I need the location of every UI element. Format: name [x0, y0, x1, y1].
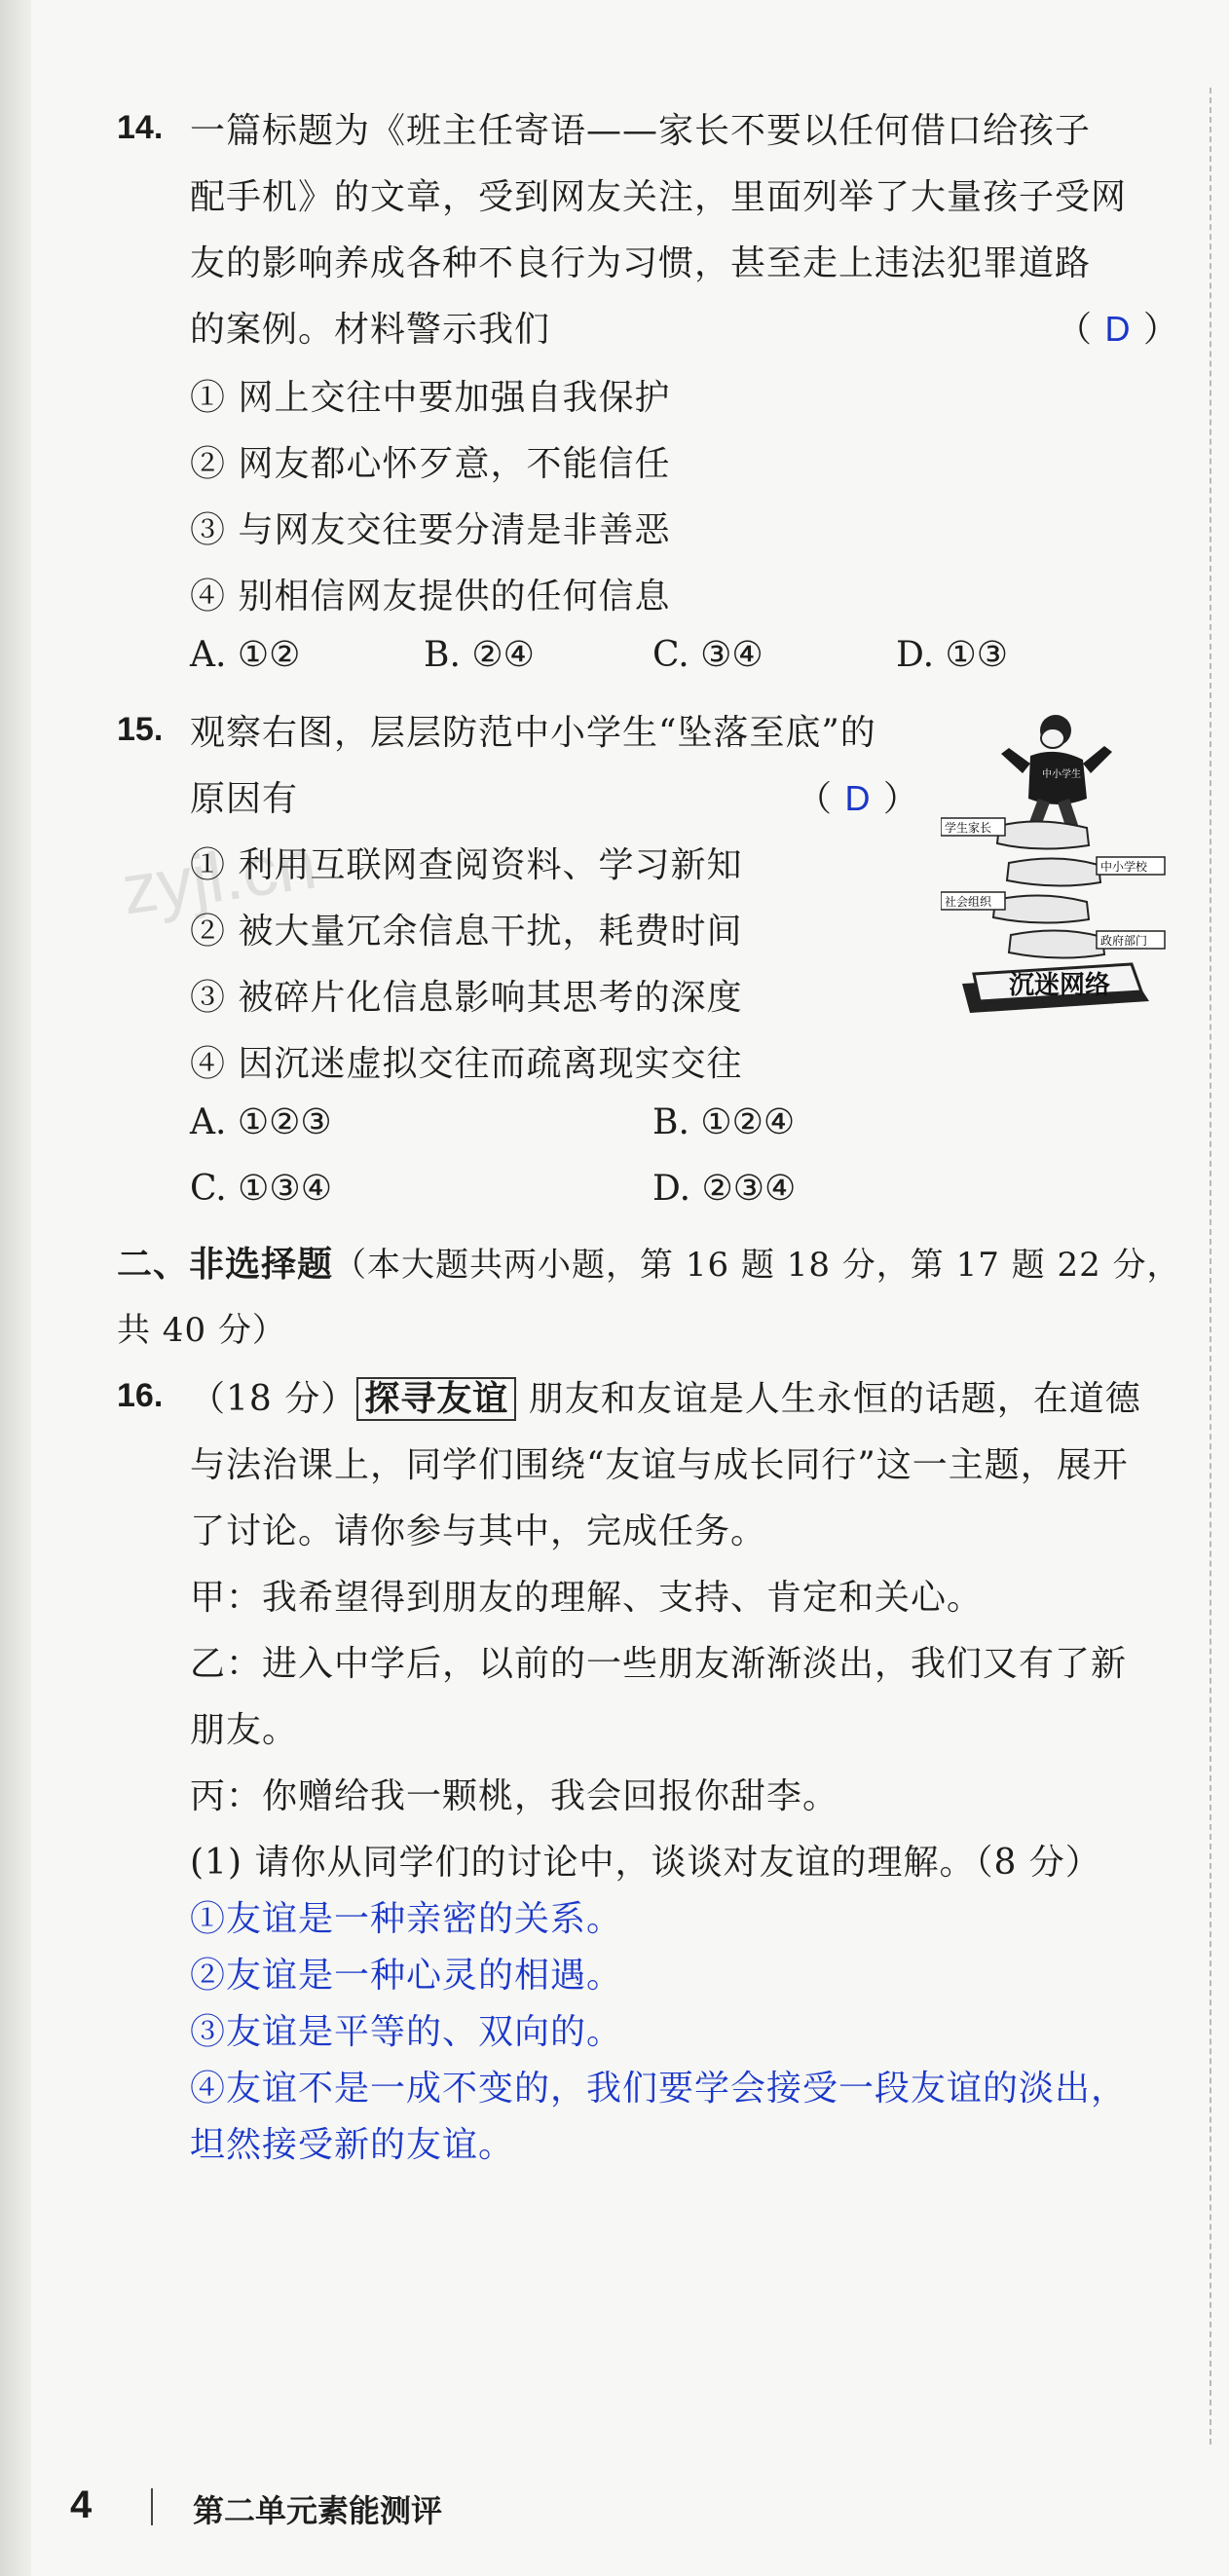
page-edge — [0, 0, 31, 2576]
section-title: 二、非选择题 — [117, 1245, 334, 1285]
cartoon-illustration — [941, 709, 1167, 1019]
cartoon-label: 社会组织 — [945, 895, 992, 909]
answer-line: ①友谊是一种亲密的关系。 — [190, 1899, 623, 1939]
option-b: B. ②④ — [424, 635, 535, 675]
dialogue-line: 乙：进入中学后，以前的一些朋友渐渐淡出，我们又有了新 — [190, 1644, 1128, 1684]
answer-bracket: （ D ） — [797, 778, 919, 819]
shirt-label: 中小学生 — [1042, 769, 1081, 780]
dialogue-line: 丙：你赠给我一颗桃，我会回报你甜李。 — [190, 1776, 839, 1816]
cartoon-label: 政府部门 — [1100, 934, 1148, 948]
dialogue-line: 甲：我希望得到朋友的理解、支持、肯定和关心。 — [190, 1578, 984, 1618]
statement-item: ④ 因沉迷虚拟交往而疏离现实交往 — [190, 1044, 743, 1084]
question-text-line: 配手机》的文章，受到网友关注，里面列举了大量孩子受网 — [190, 177, 1128, 217]
option-a: A. ①② — [190, 635, 301, 675]
statement-item: ① 利用互联网查阅资料、学习新知 — [190, 845, 743, 885]
option-a: A. ①②③ — [190, 1102, 332, 1142]
question-number: 15. — [117, 711, 164, 748]
cartoon-label: 中小学校 — [1100, 860, 1148, 874]
option-b: B. ①②④ — [652, 1102, 796, 1142]
question-score: （18 分） — [190, 1379, 357, 1419]
student-figure — [1001, 715, 1112, 834]
base-label: 沉迷网络 — [1009, 971, 1111, 1000]
option-d: D. ①③ — [896, 635, 1009, 675]
answer-line: ②友谊是一种心灵的相遇。 — [190, 1956, 623, 1996]
question-text-line: 一篇标题为《班主任寄语——家长不要以任何借口给孩子 — [190, 111, 1092, 151]
footer-divider — [151, 2488, 153, 2525]
answer: D — [844, 778, 872, 818]
question-text-line: 原因有 — [190, 779, 299, 819]
hands-layer-2 — [1007, 857, 1165, 886]
question-text-line: 与法治课上，同学们围绕“友谊与成长同行”这一主题，展开 — [190, 1445, 1129, 1485]
page-number: 4 — [70, 2483, 93, 2526]
statement-item: ① 网上交往中要加强自我保护 — [190, 378, 671, 418]
answer-line: ④友谊不是一成不变的，我们要学会接受一段友谊的淡出， — [190, 2069, 1128, 2109]
section-note: （本大题共两小题，第 16 题 18 分，第 17 题 22 分， — [333, 1246, 1181, 1285]
base-board — [962, 964, 1149, 1013]
statement-item: ② 网友都心怀歹意，不能信任 — [190, 444, 671, 484]
question-text-line: 了讨论。请你参与其中，完成任务。 — [190, 1512, 767, 1551]
statement-item: ③ 与网友交往要分清是非善恶 — [190, 510, 671, 550]
option-c: C. ①③④ — [190, 1169, 332, 1209]
question-number: 16. — [117, 1377, 164, 1414]
statement-item: ④ 别相信网友提供的任何信息 — [190, 577, 671, 616]
answer-line: 坦然接受新的友谊。 — [190, 2125, 515, 2165]
answer-line: ③友谊是平等的、双向的。 — [190, 2012, 623, 2052]
option-c: C. ③④ — [652, 635, 763, 675]
question-text-line: 的案例。材料警示我们 — [190, 310, 551, 350]
option-d: D. ②③④ — [652, 1169, 797, 1209]
statement-item: ③ 被碎片化信息影响其思考的深度 — [190, 978, 743, 1018]
footer-title: 第二单元素能测评 — [193, 2492, 443, 2529]
question-number: 14. — [117, 109, 164, 146]
statement-item: ② 被大量冗余信息干扰，耗费时间 — [190, 912, 743, 952]
cut-line — [1210, 88, 1211, 2445]
topic-tag: 探寻友谊 — [356, 1377, 516, 1421]
answer-bracket: （ D ） — [1057, 309, 1179, 350]
question-text-line: 友的影响养成各种不良行为习惯，甚至走上违法犯罪道路 — [190, 243, 1092, 283]
sub-question-1: (1) 请你从同学们的讨论中，谈谈对友谊的理解。（8 分） — [190, 1843, 1101, 1883]
answer: D — [1104, 309, 1132, 349]
cartoon-label: 学生家长 — [945, 821, 992, 835]
hands-layer-3 — [941, 892, 1089, 923]
question-text-line: （18 分） 探寻友谊 朋友和友谊是人生永恒的话题，在道德 — [190, 1379, 1141, 1419]
question-text-line: 观察右图，层层防范中小学生“坠落至底”的 — [190, 713, 876, 753]
section-note: 共 40 分） — [117, 1311, 286, 1350]
dialogue-line: 朋友。 — [190, 1710, 299, 1750]
watermark: zyjl.cn — [117, 825, 321, 930]
hands-layer-4 — [1009, 930, 1165, 957]
